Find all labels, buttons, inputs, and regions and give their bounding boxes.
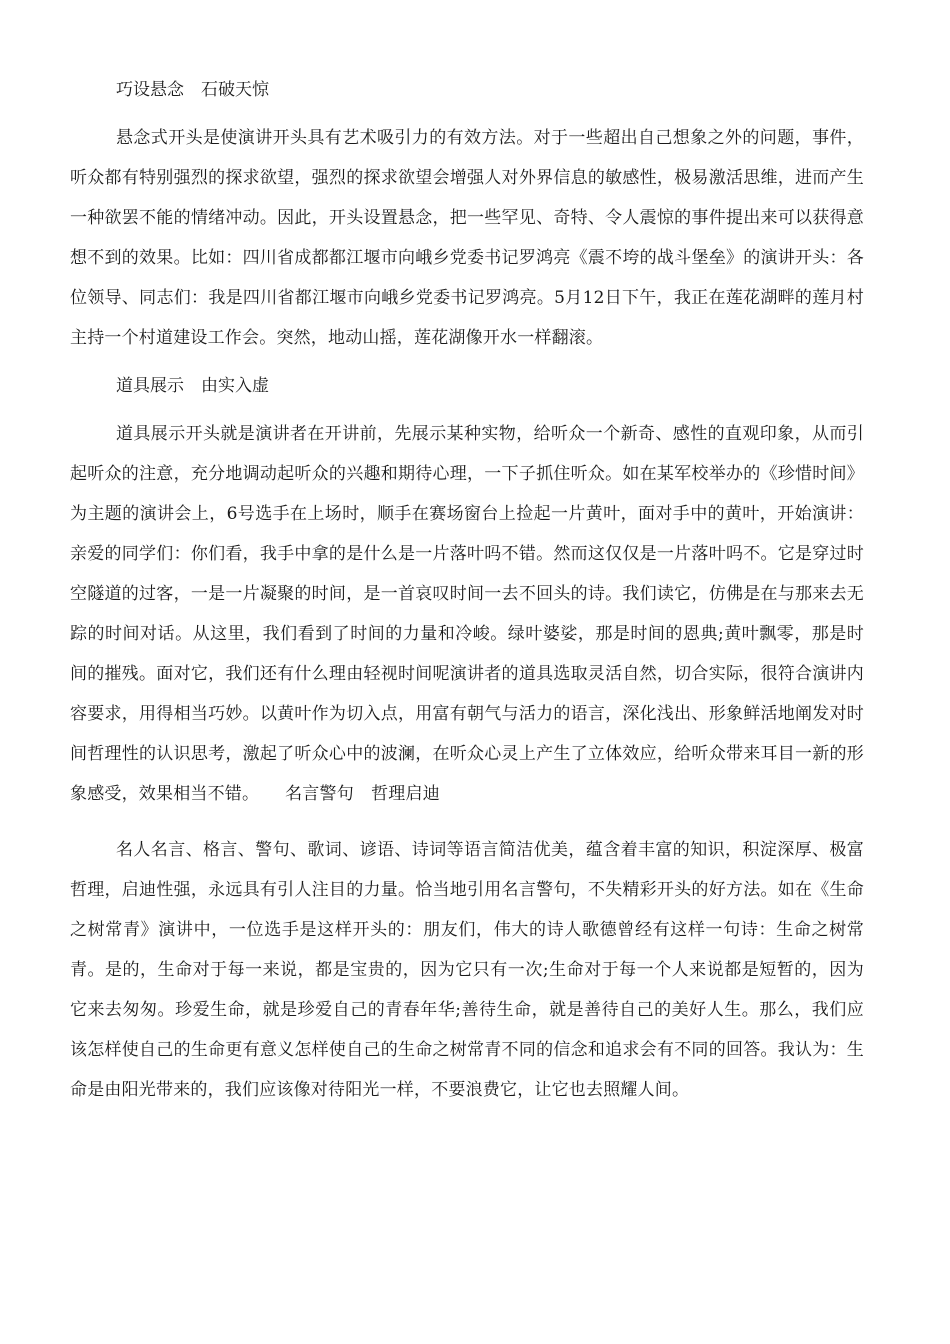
section-heading: 巧设悬念 石破天惊 — [116, 80, 269, 100]
section-paragraph: 道具展示开头就是演讲者在开讲前，先展示某种实物，给听众一个新奇、感性的直观印象，从而引起听众的注意，充分地调动起听众的兴趣和期待心理，一下子抓住听众。如在某军校举办的《珍惜时间》为主题的演讲会上，6号选手在上场时，顺手在赛场窗台上捡起一片黄叶，面对手中的黄叶，开始演讲：亲爱的同学们：你们看，我手中拿的是什么是一片落叶吗不错。然而这仅仅是一片落叶吗不。它是穿过时空隧道的过客，一是一片凝聚的时间，是一首哀叹时间一去不回头的诗。我们读它，仿佛是在与那来去无踪的时间对话。从这里，我们看到了时间的力量和冷峻。绿叶婆娑，那是时间的恩典;黄叶飘零，那是时间的摧残。面对它，我们还有什么理由轻视时间呢演讲者的道具选取灵活自然，切合实际，很符合演讲内容要求，用得相当巧妙。以黄叶作为切入点，用富有朝气与活力的语言，深化浅出、形象鲜活地阐发对时间哲理性的认识思考，激起了听众心中的波澜，在听众心灵上产生了立体效应，给听众带来耳目一新的形象感受，效果相当不错。 名言警句 哲理启迪 — [70, 424, 864, 804]
section-paragraph: 名人名言、格言、警句、歌词、谚语、诗词等语言简洁优美，蕴含着丰富的知识，积淀深厚、极富哲理，启迪性强，永远具有引人注目的力量。恰当地引用名言警句，不失精彩开头的好方法。如在《生命之树常青》演讲中，一位选手是这样开头的：朋友们，伟大的诗人歌德曾经有这样一句诗：生命之树常青。是的，生命对于每一来说，都是宝贵的，因为它只有一次;生命对于每一个人来说都是短暂的，因为它来去匆匆。珍爱生命，就是珍爱自己的青春年华;善待生命，就是善待自己的美好人生。那么，我们应该怎样使自己的生命更有意义怎样使自己的生命之树常青不同的信念和追求会有不同的回答。我认为：生命是由阳光带来的，我们应该像对待阳光一样，不要浪费它，让它也去照耀人间。 — [70, 840, 864, 1100]
document-page — [70, 70, 864, 1118]
section-paragraph: 悬念式开头是使演讲开头具有艺术吸引力的有效方法。对于一些超出自己想象之外的问题，事件，听众都有特别强烈的探求欲望，强烈的探求欲望会增强人对外界信息的敏感性，极易激活思维，进而产生一种欲罢不能的情绪冲动。因此，开头设置悬念，把一些罕见、奇特、令人震惊的事件提出来可以获得意想不到的效果。比如：四川省成都都江堰市向峨乡党委书记罗鸿亮《震不垮的战斗堡垒》的演讲开头：各位领导、同志们：我是四川省都江堰市向峨乡党委书记罗鸿亮。5月12日下午，我正在莲花湖畔的莲月村主持一个村道建设工作会。突然，地动山摇，莲花湖像开水一样翻滚。 — [70, 128, 864, 348]
section-heading: 道具展示 由实入虚 — [116, 376, 269, 396]
